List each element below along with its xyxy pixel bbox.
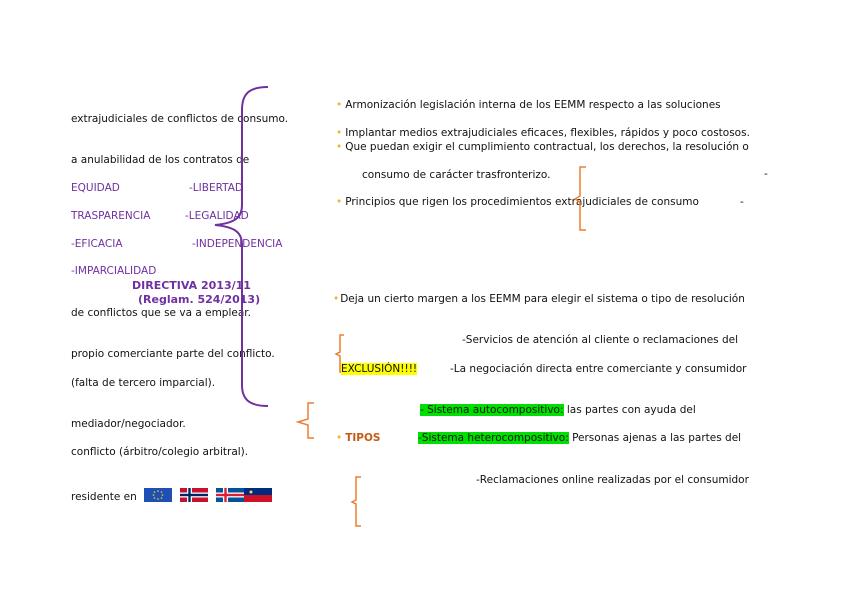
servicios-line: -Servicios de atención al cliente o reclamaciones del [462, 334, 739, 346]
transfronterizo-line: consumo de carácter trasfronterizo. [362, 169, 551, 181]
bullet-icon: • [336, 99, 343, 111]
bullet-implantar [336, 127, 750, 140]
principle-libertad: -LIBERTAD [189, 182, 243, 194]
left-line-mediador: mediador/negociador. [71, 418, 186, 430]
reclamaciones-line: -Reclamaciones online realizadas por el consumidor [476, 474, 749, 486]
orange-brace-reclamaciones [349, 476, 365, 528]
liechtenstein-flag-icon [244, 488, 272, 502]
principle-legalidad: -LEGALIDAD [185, 210, 249, 222]
autocompositivo-text: las partes con ayuda del [563, 404, 696, 416]
iceland-flag-icon [216, 488, 244, 502]
exclusion-highlight: EXCLUSIÓN!!!! [341, 363, 418, 375]
left-line-residente: residente en [71, 491, 137, 503]
heterocompositivo-highlight: -Sistema heterocompositivo: [418, 432, 569, 444]
eu-flag-icon [144, 488, 172, 502]
purple-curly-brace [210, 85, 270, 410]
bullet-icon: • [333, 293, 340, 305]
principle-equidad: EQUIDAD [71, 182, 120, 194]
directive-title: DIRECTIVA 2013/11 [132, 279, 251, 292]
bullet-icon: • [336, 432, 343, 444]
orange-brace-tipos [294, 402, 318, 440]
autocompositivo-line [420, 404, 696, 417]
bullet-principios-text: Principios que rigen los procedimientos extrajudiciales de consumo [345, 196, 699, 208]
exclusion-label [341, 363, 417, 376]
bullet-principios [336, 196, 699, 209]
bullet-armonizacion-text: Armonización legislación interna de los EEMM respecto a las soluciones [345, 99, 721, 111]
principle-imparcialidad: -IMPARCIALIDAD [71, 265, 157, 277]
heterocompositivo-line [418, 432, 741, 445]
dash-1: - [764, 168, 768, 180]
left-line-conflictos: de conflictos que se va a emplear. [71, 307, 251, 319]
principle-trasparencia: TRASPARENCIA [71, 210, 151, 222]
bullet-implantar-text: Implantar medios extrajudiciales eficaces, flexibles, rápidos y poco costosos. [345, 127, 750, 139]
left-line-extrajudiciales: extrajudiciales de conflictos de consumo. [71, 113, 289, 125]
negociacion-line: -La negociación directa entre comerciante y consumidor [450, 363, 747, 375]
directive-subtitle: (Reglam. 524/2013) [138, 293, 261, 306]
left-line-tercero: (falta de tercero imparcial). [71, 377, 216, 389]
bullet-icon: • [336, 141, 343, 153]
left-line-anulabilidad: a anulabilidad de los contratos de [71, 154, 250, 166]
norway-flag-icon [180, 488, 208, 502]
bullet-armonizacion [336, 99, 721, 112]
principle-eficacia: -EFICACIA [71, 238, 123, 250]
autocompositivo-highlight: - Sistema autocompositivo: [420, 404, 564, 416]
orange-brace-principios [572, 166, 592, 232]
bullet-margen [333, 293, 745, 306]
bullet-icon: • [336, 127, 343, 139]
dash-2: - [740, 196, 744, 208]
bullet-icon: • [336, 196, 343, 208]
left-line-comerciante: propio comerciante parte del conflicto. [71, 348, 275, 360]
tipos-text: TIPOS [345, 432, 381, 444]
bullet-exigir-text: Que puedan exigir el cumplimiento contractual, los derechos, la resolución o [345, 141, 749, 153]
principle-independencia: -INDEPENDENCIA [192, 238, 283, 250]
left-line-arbitro: conflicto (árbitro/colegio arbitral). [71, 446, 249, 458]
bullet-exigir [336, 141, 749, 154]
heterocompositivo-text: Personas ajenas a las partes del [568, 432, 742, 444]
tipos-label [336, 432, 380, 445]
bullet-margen-text: Deja un cierto margen a los EEMM para elegir el sistema o tipo de resolución [340, 293, 745, 305]
